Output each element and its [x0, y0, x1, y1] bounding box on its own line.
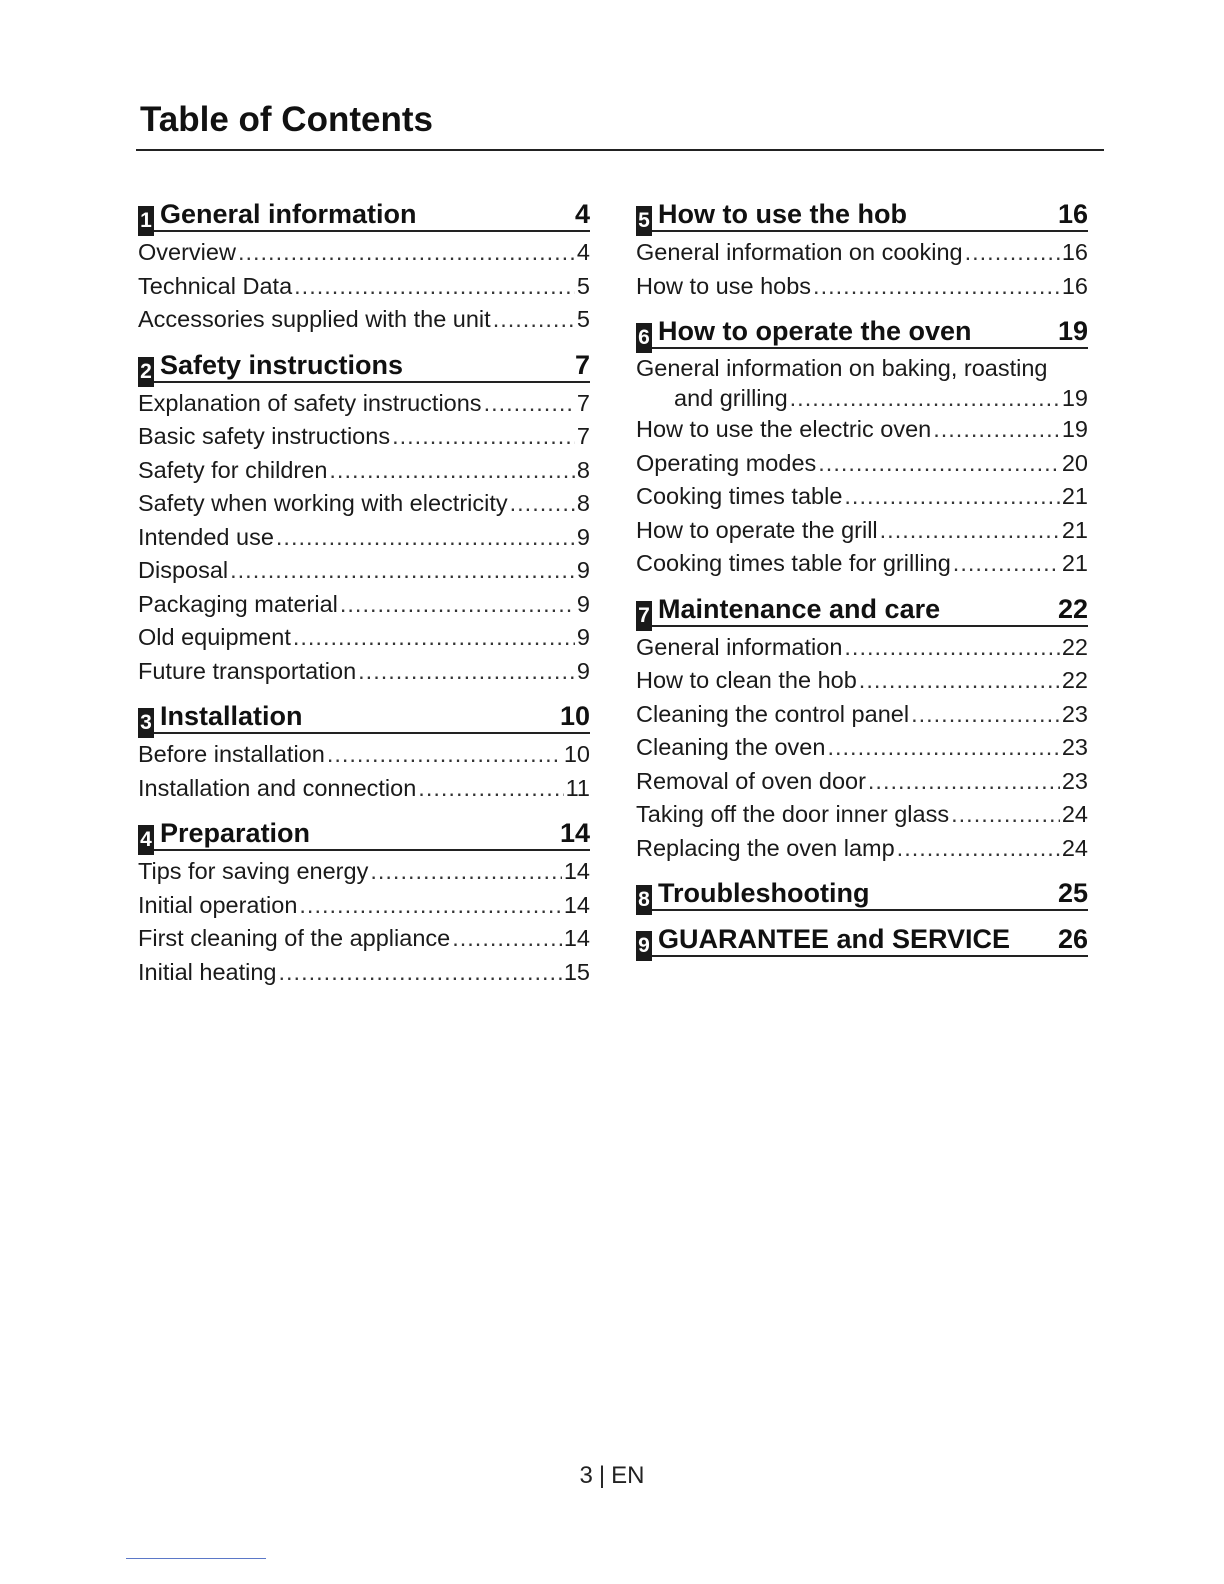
dot-leader [965, 236, 1060, 270]
dot-leader [340, 588, 575, 622]
dot-leader [293, 621, 575, 655]
toc-entry[interactable] [138, 303, 590, 337]
dot-leader [844, 480, 1059, 514]
entry-page: 16 [1061, 239, 1088, 265]
section-title: Preparation [160, 818, 311, 848]
page-title: Table of Contents [140, 100, 433, 139]
toc-section-2 [138, 349, 590, 689]
entry-label: General information [636, 633, 843, 660]
dot-leader [299, 889, 561, 923]
dot-leader [392, 420, 575, 454]
toc-entry[interactable] [636, 731, 1088, 765]
section-page: 14 [559, 818, 590, 848]
section-number-badge: 4 [138, 825, 154, 855]
entry-label: Cleaning the control panel [636, 700, 910, 727]
dot-leader [276, 521, 575, 555]
section-title: How to use the hob [658, 199, 907, 229]
dot-leader [510, 487, 575, 521]
entry-label: How to clean the hob [636, 667, 857, 693]
entry-page: 9 [576, 624, 590, 650]
dot-leader [897, 832, 1060, 866]
dot-leader [484, 387, 575, 421]
entry-label: Technical Data [138, 272, 293, 299]
toc-entry[interactable] [138, 236, 590, 270]
section-title: Troubleshooting [658, 878, 870, 908]
entry-page: 7 [576, 423, 590, 449]
section-page: 16 [1057, 199, 1088, 229]
section-page: 4 [574, 199, 590, 229]
entry-page: 5 [576, 306, 590, 332]
entry-page: 23 [1061, 767, 1088, 794]
section-heading-6[interactable] [636, 315, 1088, 349]
toc-entry[interactable] [138, 738, 590, 772]
toc-entry[interactable] [138, 956, 590, 990]
toc-entry[interactable] [138, 621, 590, 655]
toc-section-8 [636, 877, 1088, 911]
entry-page: 7 [576, 389, 590, 416]
toc-section-1 [138, 198, 590, 337]
entry-page: 14 [563, 925, 590, 951]
section-heading-3[interactable] [138, 700, 590, 734]
toc-entry[interactable] [138, 420, 590, 454]
dot-leader [880, 514, 1060, 548]
section-number-badge: 2 [138, 357, 154, 387]
dot-leader [844, 631, 1059, 665]
toc-entry[interactable] [636, 664, 1088, 698]
entry-label: How to operate the grill [636, 516, 878, 543]
entry-page: 21 [1061, 516, 1088, 543]
toc-entry[interactable] [138, 922, 590, 956]
section-number-badge: 1 [138, 206, 154, 236]
entry-label: Before installation [138, 741, 325, 767]
toc-column-left [138, 198, 590, 1001]
entry-page: 22 [1061, 633, 1088, 660]
section-title: How to operate the oven [658, 316, 972, 346]
entry-label: How to use hobs [636, 272, 812, 299]
entry-page: 15 [563, 958, 590, 985]
entry-page: 14 [563, 891, 590, 918]
entry-label: Initial heating [138, 958, 277, 985]
toc-entry[interactable] [636, 447, 1088, 481]
entry-page: 8 [576, 490, 590, 516]
section-heading-4[interactable] [138, 817, 590, 851]
entry-page: 22 [1061, 667, 1088, 693]
section-number-badge: 9 [636, 931, 652, 961]
entry-label: Replacing the oven lamp [636, 834, 895, 861]
entry-label: General information on baking, roasting [636, 355, 1048, 381]
dot-leader [790, 383, 1060, 413]
section-title: Installation [160, 701, 303, 731]
section-heading-8[interactable] [636, 877, 1088, 911]
toc-entry[interactable] [138, 270, 590, 304]
entry-label: How to use the electric oven [636, 416, 932, 442]
entry-label: Removal of oven door [636, 767, 866, 794]
entry-page: 5 [576, 272, 590, 299]
entry-label: Intended use [138, 523, 274, 550]
language-code: EN [611, 1462, 645, 1489]
toc-section-4 [138, 817, 590, 989]
entry-label: Cooking times table [636, 483, 843, 509]
toc-section-9 [636, 923, 1088, 957]
section-title: Safety instructions [160, 349, 404, 380]
footer-rule [126, 1558, 266, 1559]
section-number-badge: 7 [636, 601, 652, 631]
section-number-badge: 8 [636, 885, 652, 915]
dot-leader [911, 698, 1060, 732]
entry-label: Basic safety instructions [138, 423, 391, 449]
dot-leader [868, 765, 1060, 799]
entry-label: Future transportation [138, 657, 357, 684]
toc-entry[interactable] [138, 588, 590, 622]
entry-page: 4 [576, 239, 590, 265]
toc-entry[interactable] [138, 521, 590, 555]
toc-entry[interactable] [138, 387, 590, 421]
toc-entry[interactable] [636, 353, 1088, 413]
dot-leader [827, 731, 1059, 765]
toc-entry[interactable] [138, 855, 590, 889]
dot-leader [230, 554, 575, 588]
dot-leader [418, 772, 563, 806]
entry-label: General information on cooking [636, 239, 963, 265]
section-title: GUARANTEE and SERVICE [658, 924, 1011, 954]
dot-leader [238, 236, 575, 270]
dot-leader [953, 547, 1060, 581]
dot-leader [813, 270, 1060, 304]
toc-entry[interactable] [138, 554, 590, 588]
section-page: 25 [1057, 878, 1088, 908]
entry-page: 10 [563, 741, 590, 767]
toc-section-6 [636, 315, 1088, 581]
entry-label: Packaging material [138, 590, 338, 617]
entry-page: 8 [576, 456, 590, 483]
entry-page: 19 [1061, 416, 1088, 442]
entry-label: Cooking times table for grilling [636, 550, 951, 576]
section-title: Maintenance and care [658, 593, 941, 624]
entry-label: Disposal [138, 557, 229, 583]
section-title: General information [160, 199, 417, 229]
entry-page: 21 [1061, 483, 1088, 509]
toc-entry[interactable] [138, 454, 590, 488]
entry-label: Safety for children [138, 456, 328, 483]
toc-entry[interactable] [636, 798, 1088, 832]
dot-leader [327, 738, 562, 772]
toc-section-5 [636, 198, 1088, 303]
toc-entry[interactable] [138, 487, 590, 521]
entry-label: Tips for saving energy [138, 858, 369, 884]
section-page: 26 [1057, 924, 1088, 954]
entry-label: Explanation of safety instructions [138, 389, 482, 416]
dot-leader [818, 447, 1060, 481]
entry-label: Accessories supplied with the unit [138, 306, 491, 332]
entry-page: 19 [1061, 385, 1088, 411]
page-number: 3 [579, 1462, 593, 1489]
entry-page: 11 [565, 774, 590, 801]
toc-section-3 [138, 700, 590, 805]
page-footer [0, 1462, 1224, 1490]
section-page: 22 [1057, 593, 1088, 624]
dot-leader [452, 922, 562, 956]
entry-label: Taking off the door inner glass [636, 801, 950, 827]
entry-label: Safety when working with electricity [138, 490, 508, 516]
toc-entry[interactable] [636, 698, 1088, 732]
title-rule [136, 149, 1104, 151]
dot-leader [294, 270, 575, 304]
entry-page: 23 [1061, 700, 1088, 727]
dot-leader [859, 664, 1060, 698]
toc-entry[interactable] [138, 772, 590, 806]
entry-page: 24 [1061, 834, 1088, 861]
footer-separator: | [598, 1462, 606, 1489]
entry-label: Old equipment [138, 624, 291, 650]
dot-leader [370, 855, 562, 889]
dot-leader [358, 655, 575, 689]
dot-leader [279, 956, 562, 990]
entry-page: 9 [576, 590, 590, 617]
entry-label: First cleaning of the appliance [138, 925, 451, 951]
section-number-badge: 3 [138, 708, 154, 738]
entry-label: Cleaning the oven [636, 734, 826, 760]
section-number-badge: 5 [636, 206, 652, 236]
section-number-badge: 6 [636, 323, 652, 353]
toc-entry[interactable] [636, 765, 1088, 799]
toc-entry[interactable] [636, 514, 1088, 548]
toc-entry[interactable] [636, 480, 1088, 514]
entry-label-continued: and grilling [674, 385, 788, 411]
toc-column-right [636, 198, 1088, 969]
toc-entry[interactable] [636, 270, 1088, 304]
entry-label: Initial operation [138, 891, 298, 918]
entry-page: 9 [576, 557, 590, 583]
toc-entry[interactable] [636, 547, 1088, 581]
dot-leader [933, 413, 1060, 447]
section-page: 7 [574, 349, 590, 380]
entry-label: Overview [138, 239, 236, 265]
toc-entry[interactable] [636, 236, 1088, 270]
dot-leader [493, 303, 575, 337]
toc-section-7 [636, 593, 1088, 866]
entry-page: 9 [576, 523, 590, 550]
section-heading-5[interactable] [636, 198, 1088, 232]
section-heading-7[interactable] [636, 593, 1088, 627]
entry-page: 23 [1061, 734, 1088, 760]
toc-entry[interactable] [138, 889, 590, 923]
entry-page: 9 [576, 657, 590, 684]
section-heading-9[interactable] [636, 923, 1088, 957]
toc-entry[interactable] [138, 655, 590, 689]
toc-entry[interactable] [636, 413, 1088, 447]
section-page: 19 [1057, 316, 1088, 346]
entry-page: 14 [563, 858, 590, 884]
entry-page: 16 [1061, 272, 1088, 299]
dot-leader [329, 454, 575, 488]
entry-label: Operating modes [636, 449, 817, 476]
entry-page: 24 [1061, 801, 1088, 827]
section-page: 10 [559, 701, 590, 731]
section-heading-1[interactable] [138, 198, 590, 232]
entry-page: 20 [1061, 449, 1088, 476]
toc-entry[interactable] [636, 832, 1088, 866]
dot-leader [951, 798, 1060, 832]
section-heading-2[interactable] [138, 349, 590, 383]
toc-entry[interactable] [636, 631, 1088, 665]
entry-label: Installation and connection [138, 774, 417, 801]
entry-page: 21 [1061, 550, 1088, 576]
